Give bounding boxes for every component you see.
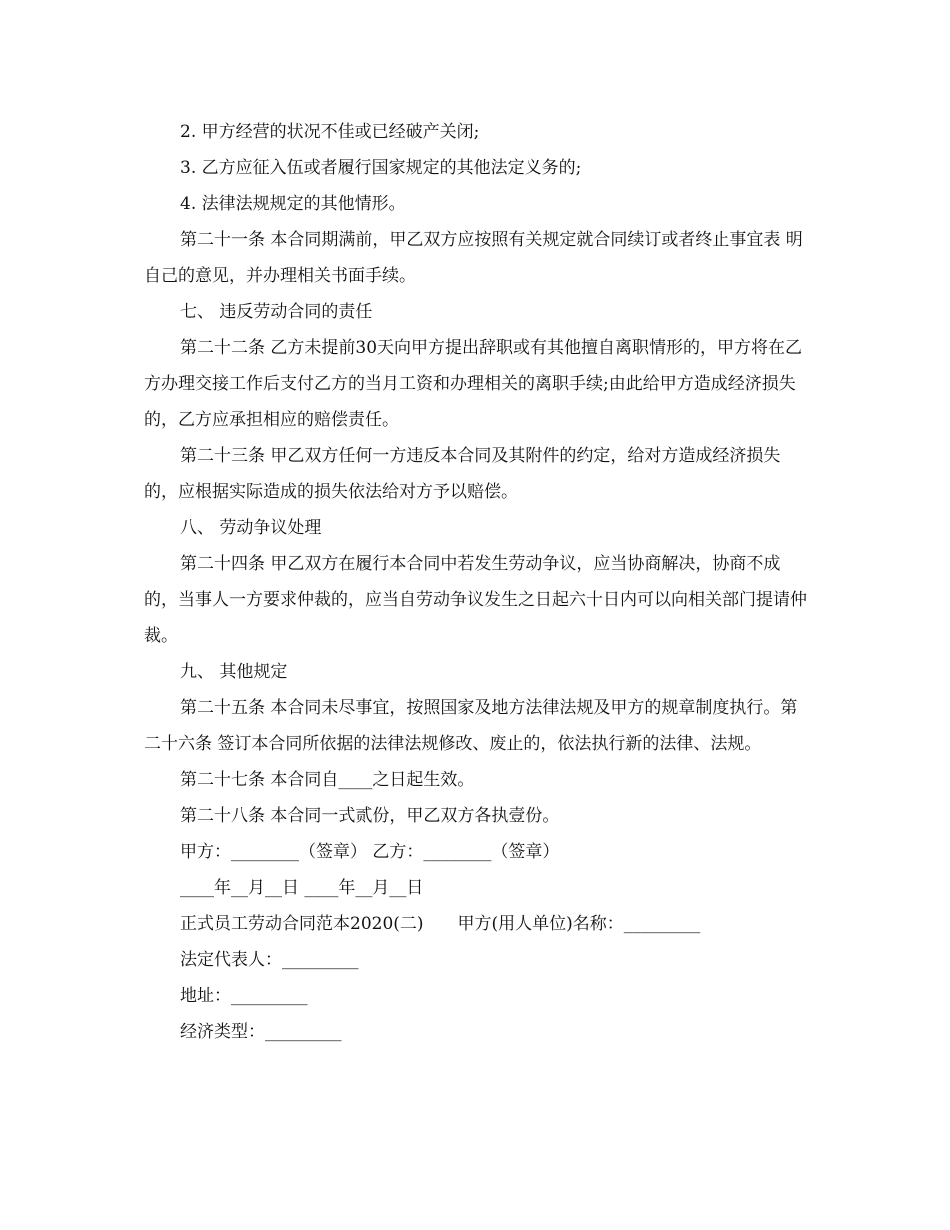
document-body <box>144 114 814 1050</box>
list-item-4: 4. 法律法规规定的其他情形。 <box>180 194 406 214</box>
economic-type-field: 经济类型：_________ <box>180 1022 342 1042</box>
article-24: 第二十四条 甲乙双方在履行本合同中若发生劳动争议，应当协商解决，协商不成的，当事人一方要求仲裁的，应当自劳动争议发生之日起六十日内可以向相关部门提请仲裁。 <box>144 554 807 646</box>
list-item-3: 3. 乙方应征入伍或者履行国家规定的其他法定义务的; <box>180 158 582 178</box>
list-item-2: 2. 甲方经营的状况不佳或已经破产关闭; <box>180 122 480 142</box>
section-heading-7: 七、 违反劳动合同的责任 <box>180 302 373 322</box>
address-field: 地址：_________ <box>180 986 308 1006</box>
date-line: ____年__月__日 ____年__月__日 <box>180 878 424 898</box>
article-21: 第二十一条 本合同期满前，甲乙双方应按照有关规定就合同续订或者终止事宜表 明自己的意见，并办理相关书面手续。 <box>144 230 803 286</box>
contract-title-employer-name: 正式员工劳动合同范本2020(二) 甲方(用人单位)名称：_________ <box>180 914 701 934</box>
section-heading-8: 八、 劳动争议处理 <box>180 518 322 538</box>
article-22: 第二十二条 乙方未提前30天向甲方提出辞职或有其他擅自离职情形的，甲方将在乙方办理交接工作后支付乙方的当月工资和办理相关的离职手续;由此给甲方造成经济损失的，乙方应承担相应的赔偿责任。 <box>144 338 803 430</box>
legal-representative-field: 法定代表人：_________ <box>180 950 359 970</box>
section-heading-9: 九、 其他规定 <box>180 662 288 682</box>
article-25-26: 第二十五条 本合同未尽事宜，按照国家及地方法律法规及甲方的规章制度执行。第二十六条 签订本合同所依据的法律法规修改、废止的，依法执行新的法律、法规。 <box>144 698 798 754</box>
article-27: 第二十七条 本合同自____之日起生效。 <box>180 770 475 790</box>
article-23: 第二十三条 甲乙双方任何一方违反本合同及其附件的约定，给对方造成经济损失的，应根据实际造成的损失依法给对方予以赔偿。 <box>144 446 781 502</box>
signature-line: 甲方：________（签章） 乙方：________（签章） <box>180 842 560 862</box>
article-28: 第二十八条 本合同一式贰份，甲乙双方各执壹份。 <box>180 806 560 826</box>
